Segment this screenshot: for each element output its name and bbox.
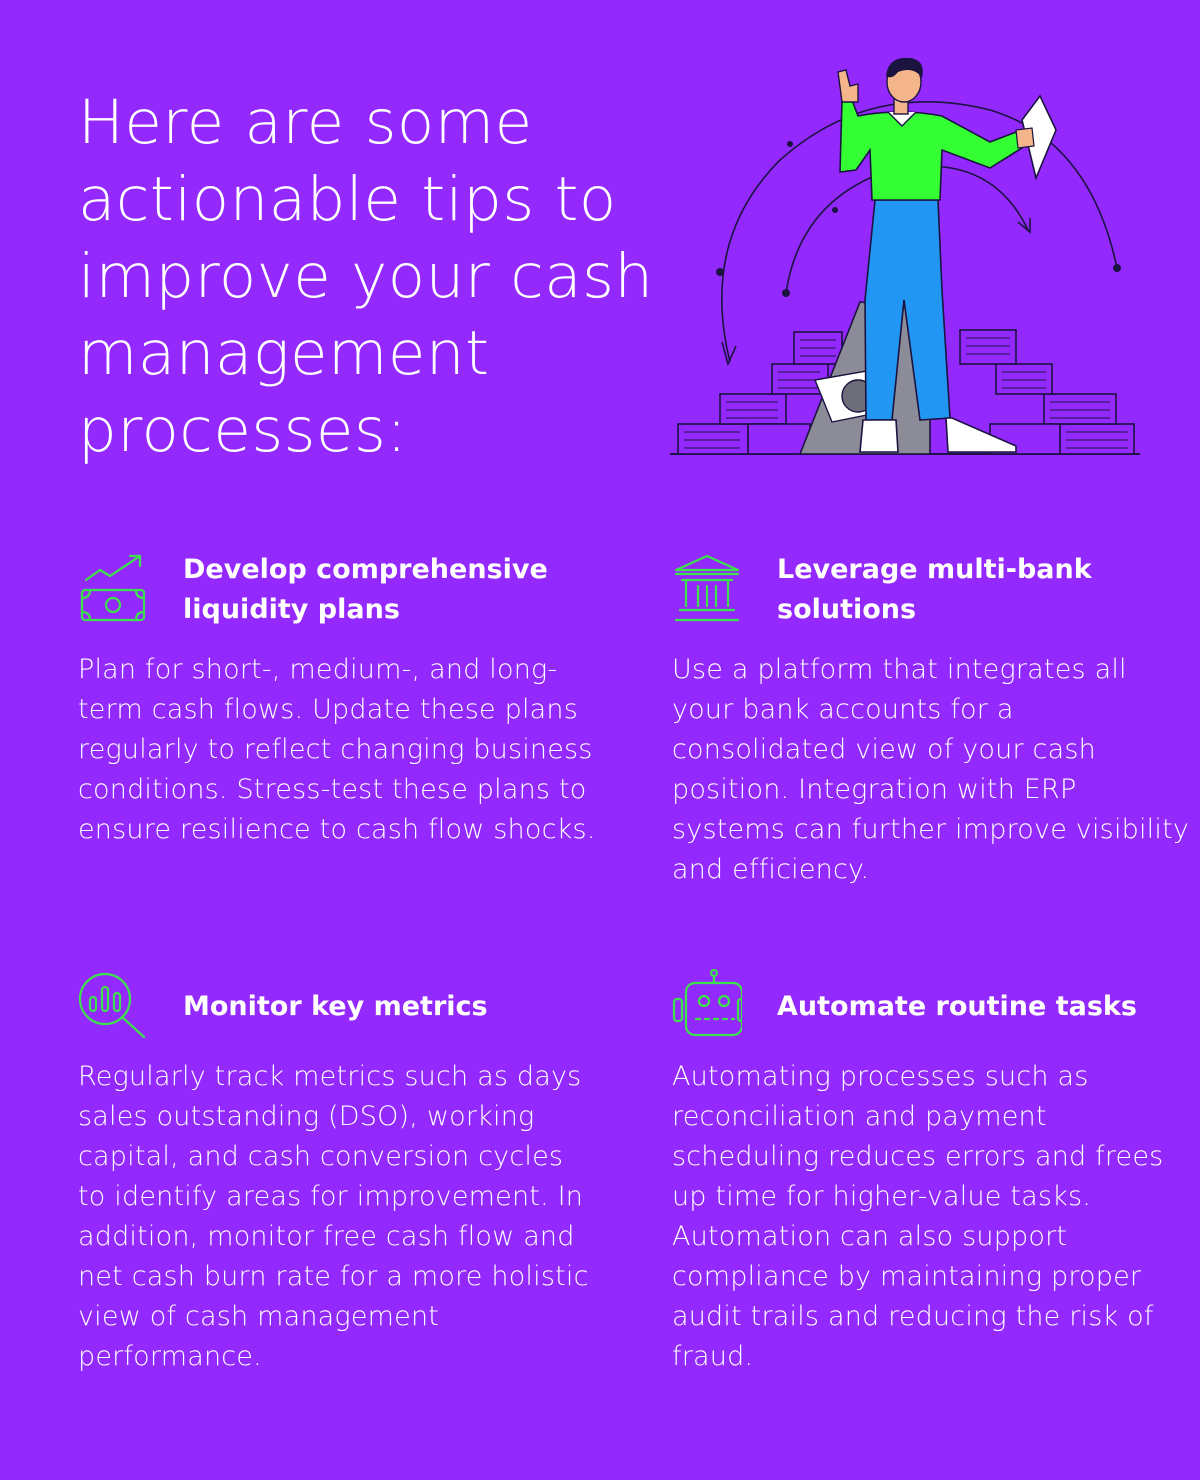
tip-title: Automate routine tasks (777, 991, 1137, 1022)
tip-title: Leverage multi-bank solutions (777, 554, 1092, 625)
person-on-money-stack-illustration (660, 50, 1150, 470)
tip-body: Regularly track metrics such as days sales outstanding (DSO), working capital, and cash conversion cycles to identify areas for improvement. In addition, monitor free cash flow and net cash burn rate for a more holistic view of cash management performance. (78, 1061, 589, 1372)
money-growth-icon (78, 552, 148, 622)
tip-body: Use a platform that integrates all your bank accounts for a consolidated view of your cash position. Integration with ERP systems can further improve visibility and efficiency. (672, 654, 1190, 885)
page-title: Here are some actionable tips to improve your cash management processes: (78, 87, 654, 466)
tip-title: Monitor key metrics (183, 991, 488, 1022)
tip-body: Automating processes such as reconciliation and payment scheduling reduces errors and frees up time for higher-value tasks. Automation can also support compliance by maintaining proper audit trails and reducing the risk of fraud. (672, 1061, 1164, 1372)
tip-title: Develop comprehensive liquidity plans (183, 554, 548, 625)
robot-icon (672, 969, 742, 1039)
tip-body: Plan for short-, medium-, and long-term cash flows. Update these plans regularly to reflect changing business conditions. Stress-test these plans to ensure resilience to cash flow shocks. (78, 654, 596, 845)
chart-magnifier-icon (78, 969, 148, 1039)
bank-icon (672, 552, 742, 622)
